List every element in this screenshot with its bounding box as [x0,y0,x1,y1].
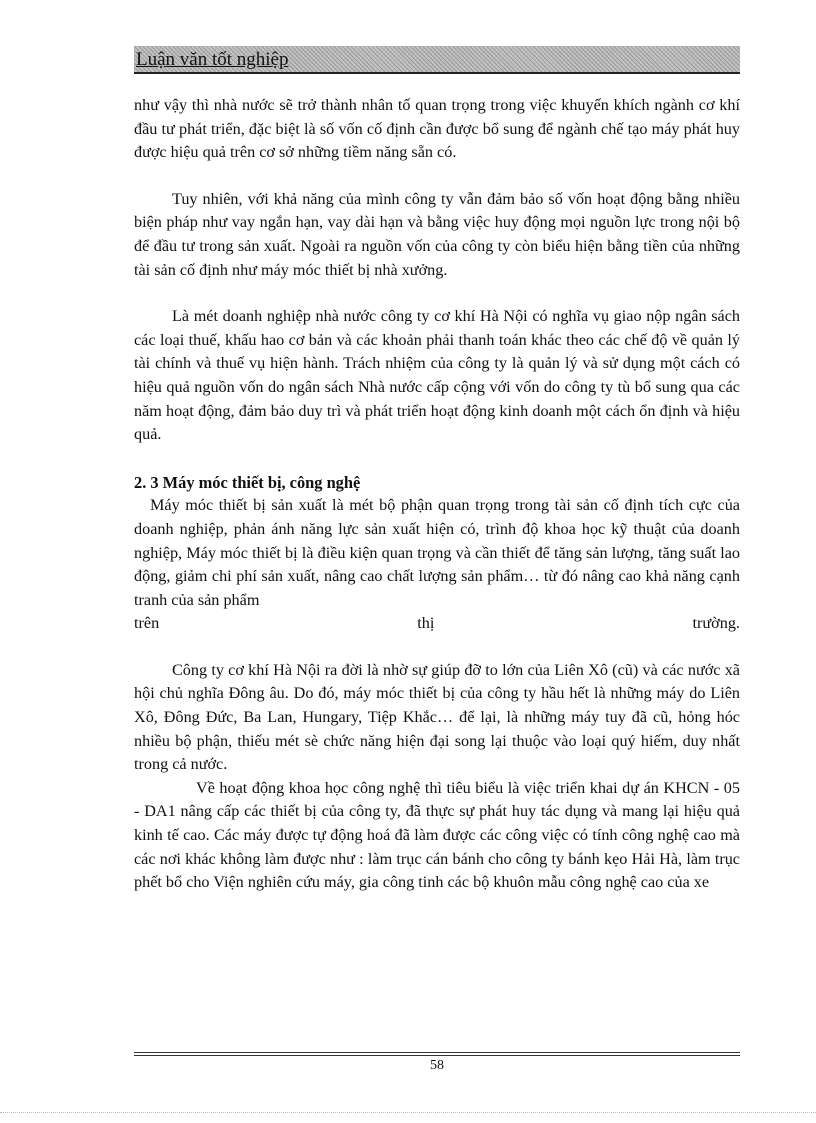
paragraph-4-last-line [134,612,740,636]
footer-rule-bottom [134,1055,740,1056]
paragraph-3: Là mét doanh nghiệp nhà nước công ty cơ khí Hà Nội có nghĩa vụ giao nộp ngân sách các loại thuế, khấu hao cơ bản và các khoản phải thanh toán khác theo các chế độ về quản lý tài chính và thuế vụ hiện hành. Trách nhiệm của công ty là quản lý và sử dụng một cách có hiệu quả nguồn vốn do ngân sách Nhà nước cấp cộng với vốn do công ty tù bổ sung qua các năm hoạt động, đảm bảo duy trì và phát triển hoạt động kinh doanh một cách ổn định và hiệu quả. [134,307,740,444]
page-number: 58 [430,1058,444,1073]
paragraph-6: Về hoạt động khoa học công nghệ thì tiêu biểu là việc triển khai dự án KHCN - 05 - DA1 nâng cấp các thiết bị của công ty, đã thực sự phát huy tác dụng và mang lại hiệu quả kinh tế cao. Các máy được tự động hoá đã làm được các công việc có tính công nghệ cao mà các nơi khác không làm được như : làm trục cán bánh cho công ty bánh kẹo Hải Hà, làm trục phết bổ cho Viện nghiên cứu máy, gia công tinh các bộ khuôn mẫu công nghệ cao của xe [134,778,740,892]
page-bottom-edge [0,1112,816,1113]
paragraph-1: như vậy thì nhà nước sẽ trở thành nhân tố quan trọng trong việc khuyến khích ngành cơ khí đầu tư phát triển, đặc biệt là số vốn cố định cần được bổ sung để ngành chế tạo máy phát huy được hiệu quả trên cơ sở những tiềm năng sẵn có. [134,96,740,162]
section-heading: 2. 3 Máy móc thiết bị, công nghệ [134,472,361,492]
paragraph-4: Máy móc thiết bị sản xuất là mét bộ phận quan trọng trong tài sản cố định tích cực của doanh nghiệp, phản ánh năng lực sản xuất hiện có, trình độ khoa học kỹ thuật của doanh nghiệp, Máy móc thiết bị là điều kiện quan trọng và cần thiết để tăng sản lượng, tăng suất lao động, giảm chi phí sản xuất, nâng cao chất lượng sản phẩm… từ đó nâng cao khả năng cạnh tranh của sản phẩm [134,496,740,609]
footer-rule-top [134,1052,740,1053]
word-tren: trên [134,614,160,633]
header-title: Luận văn tốt nghiệp [136,49,289,70]
document-body [134,94,740,895]
word-truong: trường. [692,614,740,633]
word-thi: thị [417,614,435,633]
paragraph-2: Tuy nhiên, với khả năng của mình công ty vẫn đảm bảo số vốn hoạt động bằng nhiều biện pháp như vay ngắn hạn, vay dài hạn và bằng việc huy động mọi nguồn lực trong nội bộ để đầu tư trong sản xuất. Ngoài ra nguồn vốn của công ty còn biểu hiện bằng tiền của những tài sản cố định như máy móc thiết bị nhà xưởng. [134,189,740,279]
paragraph-5: Công ty cơ khí Hà Nội ra đời là nhờ sự giúp đỡ to lớn của Liên Xô (cũ) và các nước xã hội chủ nghĩa Đông âu. Do đó, máy móc thiết bị của công ty hầu hết là những máy do Liên Xô, Đông Đức, Ba Lan, Hungary, Tiệp Khắc… để lại, là những máy tuy đã cũ, hỏng hóc nhiều bộ phận, thiếu mét sè chức năng hiện đại song lại thuộc vào loại quý hiếm, duy nhất trong cả nước. [134,660,740,774]
